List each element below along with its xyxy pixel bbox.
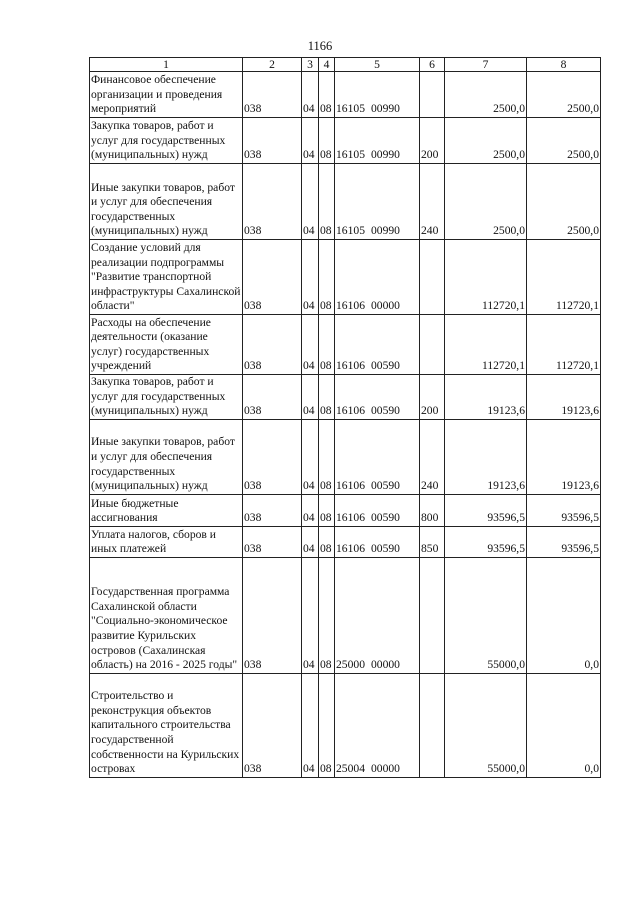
target-article-cell	[335, 557, 420, 673]
column-header: 4	[319, 58, 335, 72]
row-name-cell: Закупка товаров, работ и услуг для государственных (муниципальных) нужд	[90, 375, 243, 420]
target-article-program: 16106	[336, 299, 365, 313]
subsection-cell: 08	[319, 494, 335, 526]
expense-type-cell: 240	[420, 419, 445, 494]
table-row	[90, 164, 601, 240]
expense-type-cell	[420, 240, 445, 315]
expense-type-cell: 800	[420, 494, 445, 526]
section-cell: 04	[302, 240, 319, 315]
target-article-direction: 00590	[370, 359, 400, 373]
row-name-cell: Расходы на обеспечение деятельности (оказание услуг) государственных учреждений	[90, 315, 243, 375]
target-article-cell	[335, 118, 420, 164]
subsection-cell: 08	[319, 240, 335, 315]
target-article-direction: 00000	[370, 762, 400, 776]
amount-2020-cell: 2500,0	[445, 164, 527, 240]
amount-2021-cell: 0,0	[527, 557, 601, 673]
row-name-cell: Финансовое обеспечение организации и проведения мероприятий	[90, 72, 243, 118]
row-name-cell: Уплата налогов, сборов и иных платежей	[90, 526, 243, 557]
subsection-cell: 08	[319, 164, 335, 240]
amount-2020-cell: 2500,0	[445, 72, 527, 118]
amount-2021-cell: 19123,6	[527, 375, 601, 420]
budget-table	[89, 57, 601, 778]
target-article-program: 16105	[336, 224, 365, 238]
amount-2020-cell: 112720,1	[445, 240, 527, 315]
target-article-direction: 00000	[370, 658, 400, 672]
row-name-cell: Иные закупки товаров, работ и услуг для обеспечения государственных (муниципальных) нужд	[90, 419, 243, 494]
amount-2020-cell: 55000,0	[445, 673, 527, 777]
admin-code-cell: 038	[243, 315, 302, 375]
section-cell: 04	[302, 375, 319, 420]
expense-type-cell	[420, 72, 445, 118]
target-article-program: 16105	[336, 102, 365, 116]
amount-2021-cell: 0,0	[527, 673, 601, 777]
amount-2021-cell: 93596,5	[527, 494, 601, 526]
table-row	[90, 118, 601, 164]
table-row	[90, 375, 601, 420]
table-row	[90, 419, 601, 494]
amount-2021-cell: 2500,0	[527, 164, 601, 240]
target-article-direction: 00990	[370, 224, 400, 238]
subsection-cell: 08	[319, 315, 335, 375]
amount-2020-cell: 93596,5	[445, 526, 527, 557]
target-article-direction: 00990	[370, 148, 400, 162]
amount-2021-cell: 19123,6	[527, 419, 601, 494]
target-article-program: 16106	[336, 479, 365, 493]
section-cell: 04	[302, 526, 319, 557]
section-cell: 04	[302, 673, 319, 777]
section-cell: 04	[302, 164, 319, 240]
amount-2021-cell: 2500,0	[527, 72, 601, 118]
column-header: 7	[445, 58, 527, 72]
amount-2020-cell: 19123,6	[445, 375, 527, 420]
table-row	[90, 72, 601, 118]
section-cell: 04	[302, 494, 319, 526]
row-name-cell: Создание условий для реализации подпрограммы "Развитие транспортной инфраструктуры Сахалинской области"	[90, 240, 243, 315]
target-article-program: 16105	[336, 148, 365, 162]
amount-2021-cell: 2500,0	[527, 118, 601, 164]
target-article-program: 16106	[336, 404, 365, 418]
target-article-program: 16106	[336, 542, 365, 556]
table-row	[90, 557, 601, 673]
amount-2021-cell: 112720,1	[527, 240, 601, 315]
target-article-direction: 00590	[370, 542, 400, 556]
admin-code-cell: 038	[243, 164, 302, 240]
subsection-cell: 08	[319, 72, 335, 118]
page-number: 1166	[307, 39, 333, 53]
admin-code-cell: 038	[243, 557, 302, 673]
target-article-cell	[335, 164, 420, 240]
column-header: 1	[90, 58, 243, 72]
target-article-direction: 00590	[370, 511, 400, 525]
row-name-cell: Государственная программа Сахалинской области "Социально-экономическое развитие Курильских островов (Сахалинская область) на 2016 - 2025 годы"	[90, 557, 243, 673]
section-cell: 04	[302, 118, 319, 164]
amount-2020-cell: 93596,5	[445, 494, 527, 526]
expense-type-cell: 240	[420, 164, 445, 240]
table-row	[90, 673, 601, 777]
target-article-program: 16106	[336, 511, 365, 525]
section-cell: 04	[302, 557, 319, 673]
subsection-cell: 08	[319, 526, 335, 557]
section-cell: 04	[302, 72, 319, 118]
amount-2020-cell: 2500,0	[445, 118, 527, 164]
target-article-direction: 00990	[370, 102, 400, 116]
amount-2021-cell: 93596,5	[527, 526, 601, 557]
expense-type-cell	[420, 673, 445, 777]
target-article-direction: 00590	[370, 479, 400, 493]
section-cell: 04	[302, 315, 319, 375]
admin-code-cell: 038	[243, 494, 302, 526]
amount-2020-cell: 55000,0	[445, 557, 527, 673]
expense-type-cell	[420, 557, 445, 673]
table-row	[90, 526, 601, 557]
target-article-direction: 00590	[370, 404, 400, 418]
column-header: 5	[335, 58, 420, 72]
amount-2020-cell: 19123,6	[445, 419, 527, 494]
expense-type-cell: 200	[420, 118, 445, 164]
target-article-cell	[335, 419, 420, 494]
table-row	[90, 494, 601, 526]
amount-2021-cell: 112720,1	[527, 315, 601, 375]
admin-code-cell: 038	[243, 526, 302, 557]
target-article-cell	[335, 72, 420, 118]
target-article-cell	[335, 494, 420, 526]
expense-type-cell: 850	[420, 526, 445, 557]
subsection-cell: 08	[319, 673, 335, 777]
admin-code-cell: 038	[243, 673, 302, 777]
subsection-cell: 08	[319, 557, 335, 673]
target-article-cell	[335, 673, 420, 777]
target-article-cell	[335, 526, 420, 557]
table-row	[90, 240, 601, 315]
subsection-cell: 08	[319, 118, 335, 164]
section-cell: 04	[302, 419, 319, 494]
admin-code-cell: 038	[243, 118, 302, 164]
target-article-program: 25004	[336, 762, 365, 776]
target-article-program: 16106	[336, 359, 365, 373]
target-article-program: 25000	[336, 658, 365, 672]
target-article-cell	[335, 315, 420, 375]
target-article-cell	[335, 375, 420, 420]
row-name-cell: Закупка товаров, работ и услуг для государственных (муниципальных) нужд	[90, 118, 243, 164]
expense-type-cell	[420, 315, 445, 375]
row-name-cell: Иные бюджетные ассигнования	[90, 494, 243, 526]
column-number-row	[90, 58, 601, 72]
column-header: 8	[527, 58, 601, 72]
admin-code-cell: 038	[243, 375, 302, 420]
subsection-cell: 08	[319, 419, 335, 494]
target-article-cell	[335, 240, 420, 315]
amount-2020-cell: 112720,1	[445, 315, 527, 375]
row-name-cell: Иные закупки товаров, работ и услуг для обеспечения государственных (муниципальных) нужд	[90, 164, 243, 240]
column-header: 6	[420, 58, 445, 72]
row-name-cell: Строительство и реконструкция объектов капитального строительства государственной собственности на Курильских островах	[90, 673, 243, 777]
target-article-direction: 00000	[370, 299, 400, 313]
admin-code-cell: 038	[243, 72, 302, 118]
expense-type-cell: 200	[420, 375, 445, 420]
column-header: 2	[243, 58, 302, 72]
admin-code-cell: 038	[243, 240, 302, 315]
column-header: 3	[302, 58, 319, 72]
admin-code-cell: 038	[243, 419, 302, 494]
table-row	[90, 315, 601, 375]
subsection-cell: 08	[319, 375, 335, 420]
